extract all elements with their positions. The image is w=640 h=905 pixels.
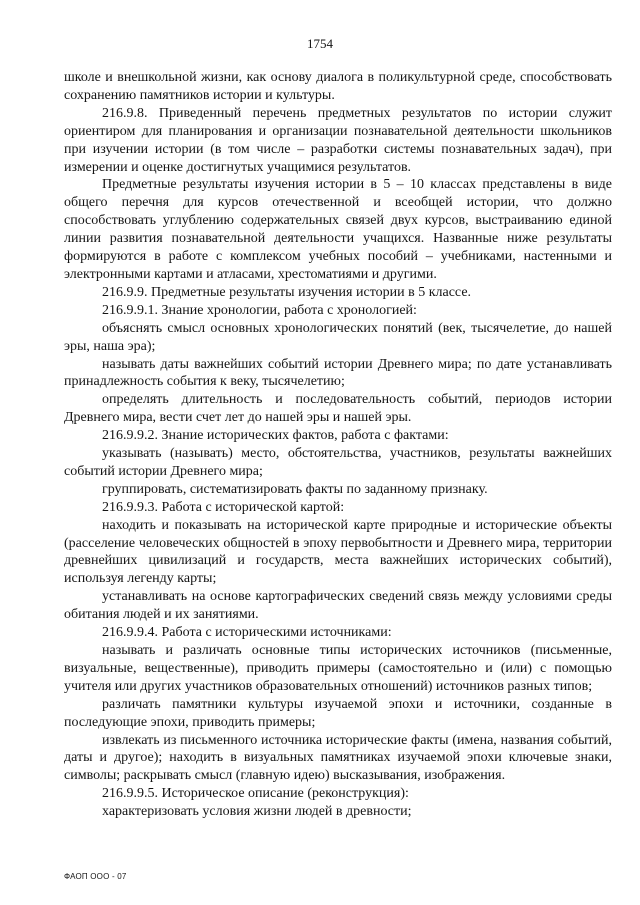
list-item: группировать, систематизировать факты по заданному признаку. xyxy=(102,481,488,497)
document-body xyxy=(64,69,612,821)
section-heading: 216.9.9.1. Знание хронологии, работа с хронологией: xyxy=(102,302,417,318)
section-heading: 216.9.9.3. Работа с исторической картой: xyxy=(102,499,345,515)
list-item: характеризовать условия жизни людей в древности; xyxy=(102,804,412,820)
section-heading: 216.9.9.2. Знание исторических фактов, работа с фактами: xyxy=(102,428,449,444)
section-heading: 216.9.9. Предметные результаты изучения истории в 5 классе. xyxy=(102,284,472,300)
paragraph: Предметные результаты изучения истории в 5 – 10 классах представлены в виде общего перечня для курсов отечественной и всеобщей истории, что должно способствовать углублению содержательных связей двух курсов, выстраиванию единой линии развития познавательной деятельности учащихся. Названные ниже результаты формируются в работе с комплексом учебных пособий – учебниками, настенными и электронными картами и атласами, хрестоматиями и другими. xyxy=(64,177,612,282)
section-heading: 216.9.9.4. Работа с историческими источниками: xyxy=(102,625,392,641)
paragraph: школе и внешкольной жизни, как основу диалога в поликультурной среде, способствовать сохранению памятников истории и культуры. xyxy=(64,70,612,103)
list-item: устанавливать на основе картографических сведений связь между условиями среды обитания людей и их занятиями. xyxy=(64,589,612,623)
list-item: называть и различать основные типы исторических источников (письменные, визуальные, вещественные), приводить примеры (самостоятельно и (или) с помощью учителя или других участников образовательных отношений) источников разных типов; xyxy=(64,643,612,694)
list-item: различать памятники культуры изучаемой эпохи и источники, созданные в последующие эпохи, приводить примеры; xyxy=(64,696,612,730)
list-item: называть даты важнейших событий истории Древнего мира; по дате устанавливать принадлежность события к веку, тысячелетию; xyxy=(64,356,612,390)
list-item: определять длительность и последовательность событий, периодов истории Древнего мира, вести счет лет до нашей эры и нашей эры. xyxy=(64,392,612,426)
section-heading: 216.9.9.5. Историческое описание (реконструкция): xyxy=(102,786,409,802)
list-item: находить и показывать на исторической карте природные и исторические объекты (расселение человеческих общностей в эпоху первобытности и Древнего мира, территории древнейших цивилизаций и государств, места важнейших исторических событий), используя легенду карты; xyxy=(64,517,612,587)
page-number: 1754 xyxy=(307,36,333,51)
paragraph: 216.9.8. Приведенный перечень предметных результатов по истории служит ориентиром для планирования и организации познавательной деятельности школьников при изучении истории (в том числе – разработки системы познавательных задач), при измерении и оценке достигнутых учащимися результатов. xyxy=(64,105,612,175)
footer-doc-code: ФАОП ООО - 07 xyxy=(64,872,127,881)
list-item: объяснять смысл основных хронологических понятий (век, тысячелетие, до нашей эры, наша эра); xyxy=(64,320,612,354)
list-item: указывать (называть) место, обстоятельства, участников, результаты важнейших событий истории Древнего мира; xyxy=(64,446,612,479)
list-item: извлекать из письменного источника исторические факты (имена, названия событий, даты и другое); находить в визуальных памятниках изучаемой эпохи ключевые знаки, символы; раскрывать смысл (главную идею) высказывания, изображения. xyxy=(64,732,612,784)
